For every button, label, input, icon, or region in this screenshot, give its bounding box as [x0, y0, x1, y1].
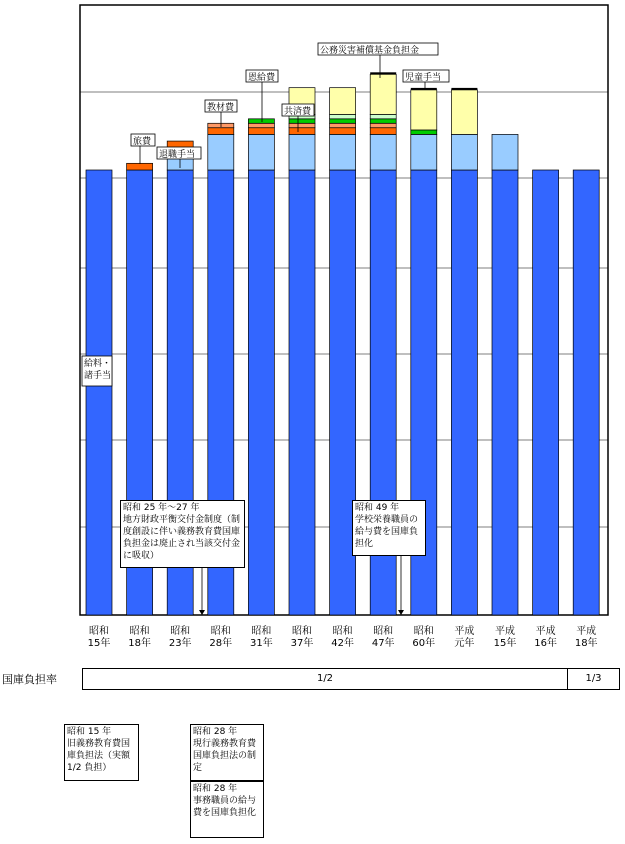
category-label-era: 昭和 — [413, 626, 434, 637]
bar-ryohi-7 — [370, 128, 396, 135]
category-label-era: 平成 — [454, 626, 475, 637]
category-label-year: 23年 — [168, 638, 192, 649]
category-label-era: 昭和 — [210, 626, 231, 637]
bar-taishoku-4 — [248, 134, 274, 170]
bar-ryohi-3 — [208, 128, 234, 135]
label-kosai-text: 公務災害補償基金負担金 — [320, 46, 420, 56]
rate-bar — [82, 668, 620, 690]
bar-kyuyo-0 — [86, 170, 112, 615]
bar-taishoku-10 — [492, 134, 518, 170]
category-label-year: 28年 — [209, 638, 233, 649]
law-s28a: 昭和 28 年 現行義務教育費国庫負担法の制定 — [190, 724, 264, 781]
bar-ryohi-5 — [289, 128, 315, 135]
bar-kyosai-6 — [330, 114, 356, 118]
category-label-era: 昭和 — [170, 626, 191, 637]
rate-half: 1/2 — [83, 669, 568, 689]
law-s28b: 昭和 28 年 事務職員の給与費を国庫負担化 — [190, 781, 264, 838]
bar-kyozai-4 — [248, 123, 274, 127]
bar-jido-9 — [451, 90, 477, 134]
law-s15: 昭和 15 年 旧義務教育費国庫負担法（実額 1/2 負担） — [64, 724, 139, 781]
bar-kosai-9 — [451, 88, 477, 90]
label-jido-text: 児童手当 — [405, 73, 442, 83]
bar-kyuyo-5 — [289, 170, 315, 615]
bar-taishoku-6 — [330, 134, 356, 170]
rate-label: 国庫負担率 — [2, 673, 57, 686]
category-label-year: 16年 — [534, 638, 557, 649]
category-label-year: 47年 — [371, 638, 395, 649]
bar-kyuyo-12 — [573, 170, 599, 615]
category-label-era: 昭和 — [373, 626, 394, 637]
bar-onkyu-4 — [248, 119, 274, 123]
label-kyozai-text: 教材費 — [207, 103, 235, 113]
bar-kyuyo-9 — [451, 170, 477, 615]
rate-third: 1/3 — [585, 673, 602, 684]
bar-kyuyo-11 — [533, 170, 559, 615]
category-label-era: 昭和 — [332, 626, 353, 637]
category-label-year: 元年 — [454, 638, 475, 649]
note-s49: 昭和 49 年 学校栄養職員の給与費を国庫負担化 — [352, 500, 426, 556]
label-taishoku-text: 退職手当 — [159, 150, 196, 160]
category-label-year: 18年 — [574, 638, 598, 649]
category-label-era: 昭和 — [129, 626, 150, 637]
category-label-year: 31年 — [250, 638, 273, 649]
bar-kyozai-7 — [370, 123, 396, 127]
category-label-era: 昭和 — [251, 626, 272, 637]
bar-taishoku-8 — [411, 134, 437, 170]
bar-ryohi-4 — [248, 128, 274, 135]
label-kyuyo-text: 給料・ — [84, 359, 112, 369]
bar-ryohi-1 — [127, 163, 153, 170]
bar-taishoku-5 — [289, 134, 315, 170]
bar-taishoku-7 — [370, 134, 396, 170]
note-s25: 昭和 25 年～27 年 地方財政平衡交付金制度（制度創設に伴い義務教育費国庫負担金は廃止され当該交付金に吸収） — [120, 500, 245, 568]
bar-taishoku-3 — [208, 134, 234, 170]
bar-kyuyo-4 — [248, 170, 274, 615]
bar-kosai-7 — [370, 72, 396, 74]
category-label-year: 18年 — [128, 638, 151, 649]
label-onkyu-text: 恩給費 — [248, 73, 276, 83]
bar-taishoku-9 — [451, 134, 477, 170]
category-label-year: 15年 — [493, 638, 517, 649]
category-label-era: 昭和 — [292, 626, 312, 637]
bar-onkyu-8 — [411, 130, 437, 134]
bar-kyozai-5 — [289, 123, 315, 127]
label-ryohi-text: 旅費 — [133, 137, 152, 147]
label-kyuyo-text: 諸手当 — [84, 371, 112, 381]
category-labels — [88, 624, 598, 649]
category-label-year: 37年 — [290, 638, 314, 649]
bar-kyosai-7 — [370, 114, 396, 118]
bar-kyozai-6 — [330, 123, 356, 127]
category-label-era: 昭和 — [89, 626, 109, 637]
bar-onkyu-7 — [370, 119, 396, 123]
bar-ryohi-6 — [330, 128, 356, 135]
category-label-era: 平成 — [576, 626, 597, 637]
category-label-year: 42年 — [331, 638, 354, 649]
bar-jido-7 — [370, 74, 396, 114]
bar-onkyu-6 — [330, 119, 356, 123]
label-kyosai-text: 共済費 — [284, 107, 312, 117]
category-label-year: 60年 — [412, 638, 436, 649]
category-label-era: 平成 — [535, 626, 556, 637]
bar-onkyu-5 — [289, 119, 315, 123]
bar-kyuyo-10 — [492, 170, 518, 615]
bar-jido-8 — [411, 90, 437, 130]
category-label-year: 15年 — [87, 638, 111, 649]
bar-jido-6 — [330, 88, 356, 115]
bar-kosai-8 — [411, 88, 437, 90]
category-label-era: 平成 — [495, 626, 515, 637]
